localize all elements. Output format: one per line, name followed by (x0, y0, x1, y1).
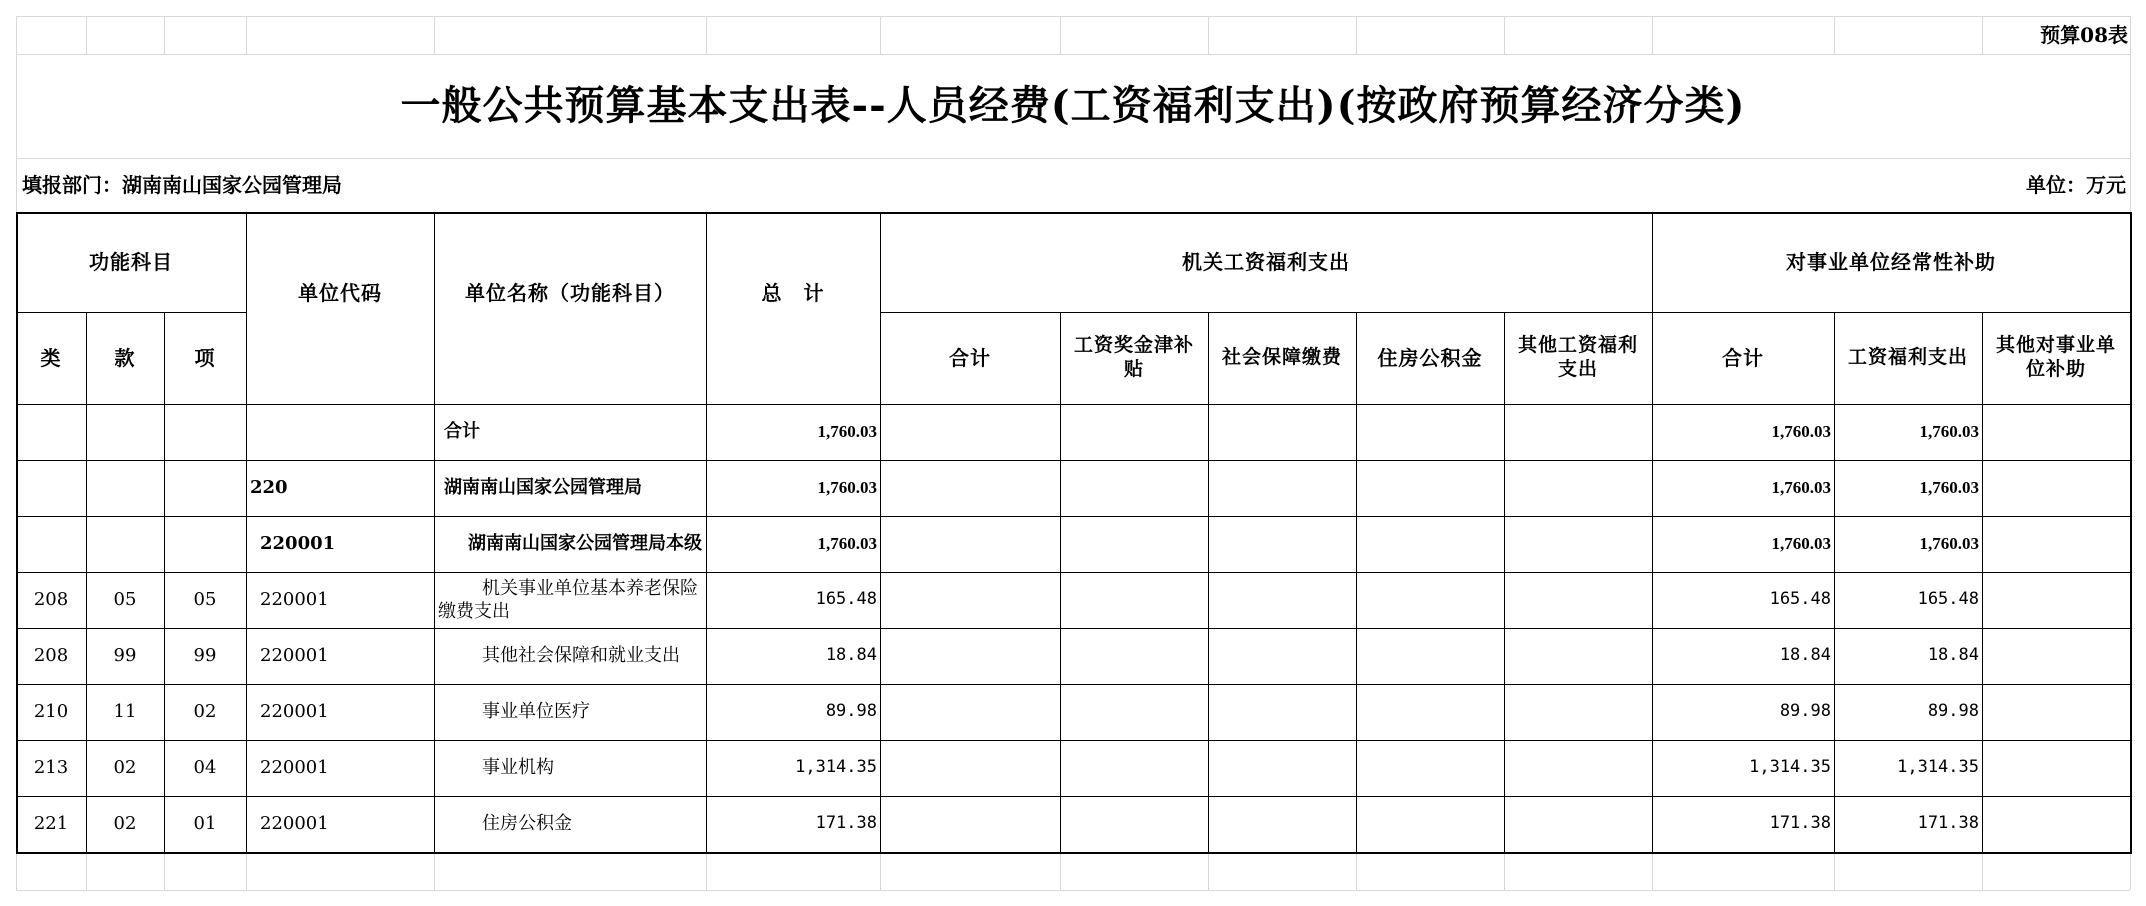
sheet-grid-line (880, 852, 881, 890)
cell-unit-name: 湖南南山国家公园管理局本级 (468, 533, 702, 555)
cell-total: 1,314.35 (795, 757, 877, 778)
header-xiang: 项 (194, 345, 216, 370)
cell-unit-code: 220001 (260, 700, 329, 722)
cell-kuan (86, 460, 164, 516)
header-shiye-wage: 工资福利支出 (1847, 346, 1968, 369)
table-border (1504, 312, 1505, 852)
header-func-subject: 功能科目 (89, 249, 173, 274)
sheet-grid-line (434, 852, 435, 890)
sheet-grid-line (86, 16, 87, 54)
cell-total: 89.98 (825, 701, 877, 722)
header-unit-name: 单位名称（功能科目） (465, 281, 675, 306)
cell-shiye-sum: 1,314.35 (1749, 757, 1831, 778)
header-shiye-other: 其他对事业单位补助 (1995, 334, 2116, 380)
cell-xiang (164, 404, 246, 460)
sheet-grid-line (16, 852, 17, 890)
cell-total: 1,760.03 (817, 534, 877, 554)
cell-shiye-wage: 89.98 (1927, 701, 1979, 722)
cell-unit-name: 事业单位医疗 (482, 701, 590, 723)
cell-shiye-wage: 1,760.03 (1919, 422, 1979, 442)
cell-lei (16, 404, 86, 460)
header-unit-code: 单位代码 (298, 281, 382, 306)
cell-lei: 208 (33, 588, 69, 610)
cell-total: 18.84 (825, 645, 877, 666)
sheet-grid-line (1652, 852, 1653, 890)
cell-xiang: 05 (193, 588, 217, 610)
cell-total: 171.38 (815, 813, 877, 834)
cell-lei: 213 (33, 756, 69, 778)
cell-unit-code: 220001 (260, 756, 329, 778)
table-number: 预算08表 (2040, 22, 2128, 47)
cell-total: 1,760.03 (817, 422, 877, 442)
cell-kuan: 05 (113, 588, 137, 610)
sheet-grid-line (2130, 852, 2131, 890)
table-border (2130, 212, 2132, 852)
cell-unit-name: 事业机构 (482, 757, 554, 779)
sheet-grid-line (164, 852, 165, 890)
cell-xiang (164, 516, 246, 572)
cell-shiye-wage: 165.48 (1917, 589, 1979, 610)
cell-xiang: 99 (193, 644, 217, 666)
sheet-grid-line (1652, 16, 1653, 54)
cell-unit-name: 机关事业单位基本养老保险缴费支出 (438, 577, 698, 622)
cell-shiye-sum: 89.98 (1779, 701, 1831, 722)
sheet-grid-line (246, 852, 247, 890)
cell-shiye-sum: 1,760.03 (1771, 478, 1831, 498)
header-lei: 类 (40, 345, 62, 370)
department-label: 填报部门：湖南南山国家公园管理局 (22, 172, 342, 197)
sheet-grid-line (1982, 16, 1983, 54)
cell-unit-name: 湖南南山国家公园管理局 (444, 477, 642, 499)
header-jiguan-group: 机关工资福利支出 (1182, 249, 1350, 274)
sheet-grid-line (1208, 16, 1209, 54)
cell-kuan (86, 516, 164, 572)
header-shiye-sum: 合计 (1722, 345, 1764, 370)
table-border (1060, 312, 1061, 852)
cell-lei: 221 (33, 812, 69, 834)
cell-total: 165.48 (815, 589, 877, 610)
cell-xiang: 02 (193, 700, 217, 722)
header-jiguan-housing: 住房公积金 (1377, 345, 1483, 370)
sheet-grid-line (1356, 852, 1357, 890)
sheet-grid-line (1208, 852, 1209, 890)
header-jiguan-social: 社会保障缴费 (1221, 346, 1342, 369)
cell-unit-code (250, 404, 434, 460)
sheet-grid-line (1060, 16, 1061, 54)
cell-kuan: 02 (113, 812, 137, 834)
cell-shiye-wage: 1,760.03 (1919, 534, 1979, 554)
table-border (1982, 312, 1983, 852)
cell-shiye-sum: 171.38 (1769, 813, 1831, 834)
sheet-grid-line (1834, 852, 1835, 890)
sheet-grid-line (1356, 16, 1357, 54)
page-title: 一般公共预算基本支出表--人员经费(工资福利支出)(按政府预算经济分类) (400, 82, 1746, 129)
header-total: 总 计 (761, 281, 825, 306)
sheet-grid-line (434, 16, 435, 54)
cell-unit-name: 其他社会保障和就业支出 (482, 645, 680, 667)
cell-kuan: 99 (113, 644, 137, 666)
cell-shiye-sum: 1,760.03 (1771, 534, 1831, 554)
header-jiguan-sum: 合计 (949, 345, 991, 370)
sheet-grid-line (16, 16, 2130, 17)
sheet-grid-line (2130, 16, 2131, 212)
sheet-grid-line (1834, 16, 1835, 54)
sheet-grid-line (246, 16, 247, 54)
sheet-grid-line (164, 16, 165, 54)
cell-unit-name: 住房公积金 (482, 813, 572, 835)
sheet-grid-line (16, 890, 2130, 891)
cell-unit-code: 220001 (260, 812, 329, 834)
sheet-grid-line (706, 852, 707, 890)
sheet-grid-line (86, 852, 87, 890)
cell-unit-name: 合计 (444, 421, 480, 443)
header-shiye-group: 对事业单位经常性补助 (1786, 249, 1996, 274)
cell-xiang: 04 (193, 756, 217, 778)
cell-lei (16, 460, 86, 516)
cell-unit-code: 220001 (260, 644, 329, 666)
header-jiguan-wage: 工资奖金津补贴 (1073, 334, 1194, 380)
cell-lei: 208 (33, 644, 69, 666)
cell-xiang (164, 460, 246, 516)
cell-shiye-sum: 18.84 (1779, 645, 1831, 666)
cell-unit-code: 220 (250, 476, 288, 498)
cell-shiye-sum: 1,760.03 (1771, 422, 1831, 442)
table-border (1208, 312, 1209, 852)
sheet-grid-line (1060, 852, 1061, 890)
cell-lei (16, 516, 86, 572)
cell-shiye-sum: 165.48 (1769, 589, 1831, 610)
cell-shiye-wage: 1,314.35 (1897, 757, 1979, 778)
cell-kuan (86, 404, 164, 460)
sheet-grid-line (1504, 16, 1505, 54)
cell-unit-code: 220001 (260, 532, 336, 554)
header-kuan: 款 (114, 345, 136, 370)
cell-shiye-wage: 171.38 (1917, 813, 1979, 834)
sheet-grid-line (880, 16, 881, 54)
sheet-grid-line (706, 16, 707, 54)
cell-xiang: 01 (193, 812, 217, 834)
cell-lei: 210 (33, 700, 69, 722)
cell-kuan: 11 (113, 700, 137, 722)
sheet-grid-line (1982, 852, 1983, 890)
sheet-grid-line (1504, 852, 1505, 890)
header-jiguan-other: 其他工资福利支出 (1517, 334, 1638, 380)
table-border (16, 852, 2132, 854)
unit-label: 单位：万元 (2026, 172, 2126, 197)
cell-unit-code: 220001 (260, 588, 329, 610)
cell-kuan: 02 (113, 756, 137, 778)
cell-shiye-wage: 1,760.03 (1919, 478, 1979, 498)
cell-total: 1,760.03 (817, 478, 877, 498)
cell-shiye-wage: 18.84 (1927, 645, 1979, 666)
